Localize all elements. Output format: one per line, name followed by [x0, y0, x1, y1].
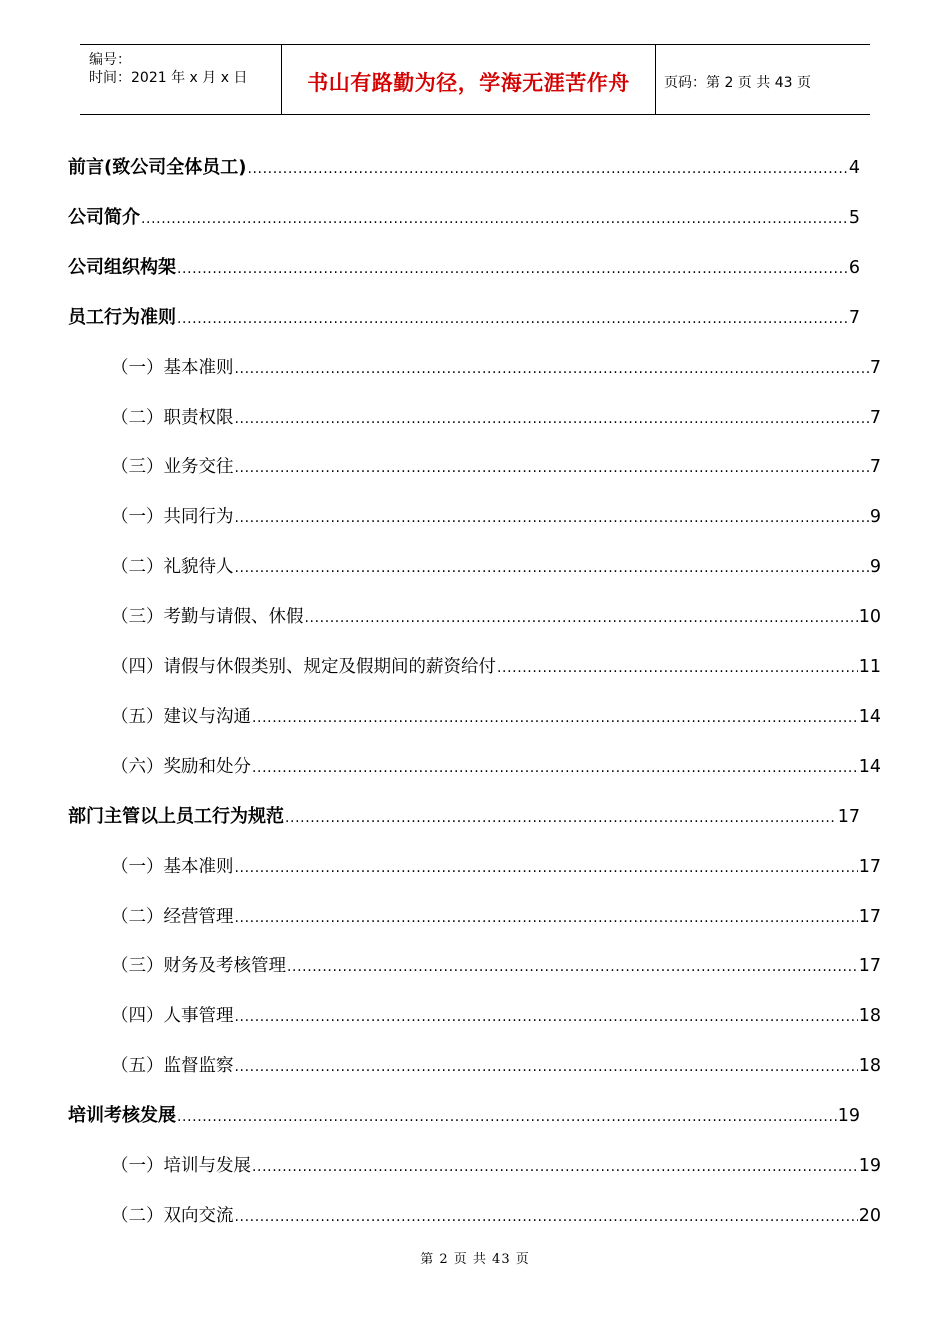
toc-dot-leader: [285, 805, 837, 831]
toc-entry[interactable]: [111, 1153, 881, 1179]
toc-entry[interactable]: [68, 205, 860, 231]
toc-entry-page-number: 7: [869, 358, 881, 378]
toc-entry-page-number: 17: [858, 907, 881, 927]
toc-dot-leader: [305, 605, 858, 631]
toc-dot-leader: [497, 655, 858, 681]
toc-entry-page-number: 19: [837, 1106, 860, 1126]
toc-dot-leader: [235, 356, 869, 382]
toc-dot-leader: [177, 1104, 837, 1130]
toc-entry-title: （一）共同行为: [111, 507, 234, 527]
toc-entry-page-number: 11: [858, 657, 881, 677]
toc-entry-title: （六）奖励和处分: [111, 757, 251, 777]
toc-entry-title: （四）人事管理: [111, 1006, 234, 1026]
toc-entry-title: （五）建议与沟通: [111, 707, 251, 727]
toc-entry-title: （一）基本准则: [111, 358, 234, 378]
toc-entry-title: 员工行为准则: [68, 307, 176, 328]
toc-entry-page-number: 17: [837, 807, 860, 827]
toc-dot-leader: [235, 455, 869, 481]
toc-dot-leader: [247, 156, 847, 182]
toc-dot-leader: [235, 555, 869, 581]
header-motto: 书山有路勤为径，学海无涯苦作舟: [282, 45, 656, 114]
toc-entry-title: （三）财务及考核管理: [111, 956, 286, 976]
toc-entry[interactable]: [111, 1003, 881, 1029]
toc-dot-leader: [235, 855, 858, 881]
toc-entry-page-number: 7: [848, 308, 860, 328]
toc-entry-page-number: 20: [858, 1206, 881, 1226]
toc-dot-leader: [235, 406, 869, 432]
toc-entry[interactable]: [68, 1103, 860, 1129]
page-footer: 第 2 页 共 43 页: [420, 1252, 530, 1267]
toc-entry-page-number: 7: [869, 408, 881, 428]
toc-entry-title: （五）监督监察: [111, 1056, 234, 1076]
toc-dot-leader: [235, 905, 858, 931]
toc-dot-leader: [177, 306, 848, 332]
toc-entry-title: （一）基本准则: [111, 857, 234, 877]
toc-entry[interactable]: [68, 804, 860, 830]
toc-entry[interactable]: [111, 454, 881, 480]
toc-entry[interactable]: [68, 305, 860, 331]
toc-entry-title: （二）经营管理: [111, 907, 234, 927]
toc-entry-title: （二）职责权限: [111, 408, 234, 428]
toc-entry-title: （三）考勤与请假、休假: [111, 607, 304, 627]
toc-entry[interactable]: [111, 405, 881, 431]
toc-entry[interactable]: [111, 654, 881, 680]
toc-entry[interactable]: [111, 355, 881, 381]
toc-entry-page-number: 5: [848, 208, 860, 228]
toc-entry[interactable]: [111, 953, 881, 979]
toc-entry[interactable]: [111, 754, 881, 780]
toc-entry-page-number: 9: [869, 507, 881, 527]
toc-entry-title: （二）双向交流: [111, 1206, 234, 1226]
toc-dot-leader: [235, 1004, 858, 1030]
toc-entry-title: 培训考核发展: [68, 1105, 176, 1126]
toc-entry[interactable]: [111, 1203, 881, 1229]
toc-entry-page-number: 10: [858, 607, 881, 627]
toc-entry[interactable]: [111, 554, 881, 580]
toc-entry-page-number: 18: [858, 1006, 881, 1026]
toc-entry[interactable]: [68, 255, 860, 281]
toc-entry-title: （四）请假与休假类别、规定及假期间的薪资给付: [111, 657, 496, 677]
toc-entry-page-number: 17: [858, 857, 881, 877]
toc-entry-page-number: 19: [858, 1156, 881, 1176]
toc-entry-page-number: 9: [869, 557, 881, 577]
toc-dot-leader: [252, 705, 858, 731]
toc-entry-title: （三）业务交往: [111, 457, 234, 477]
toc-entry[interactable]: [111, 854, 881, 880]
toc-entry[interactable]: [111, 904, 881, 930]
toc-entry-page-number: 17: [858, 956, 881, 976]
toc-entry-page-number: 6: [848, 258, 860, 278]
toc-entry[interactable]: [68, 155, 860, 181]
toc-entry-title: 前言(致公司全体员工): [68, 157, 247, 178]
toc-entry-page-number: 18: [858, 1056, 881, 1076]
toc-entry-page-number: 7: [869, 457, 881, 477]
toc-dot-leader: [252, 755, 858, 781]
toc-entry[interactable]: [111, 504, 881, 530]
toc-dot-leader: [287, 954, 858, 980]
toc-entry-page-number: 14: [858, 707, 881, 727]
toc-entry-title: （一）培训与发展: [111, 1156, 251, 1176]
toc-entry-title: 公司组织构架: [68, 257, 176, 278]
toc-entry-title: 部门主管以上员工行为规范: [68, 806, 284, 827]
toc-entry[interactable]: [111, 604, 881, 630]
toc-entry-title: 公司简介: [68, 207, 140, 228]
document-time-label: 时间：2021 年 x 月 x 日: [89, 70, 248, 86]
toc-entry-page-number: 4: [848, 158, 860, 178]
toc-dot-leader: [177, 256, 848, 282]
toc-entry[interactable]: [111, 1053, 881, 1079]
document-number-label: 编号：: [89, 52, 131, 68]
toc-entry[interactable]: [111, 704, 881, 730]
toc-entry-title: （二）礼貌待人: [111, 557, 234, 577]
header-page-info: 页码：第 2 页 共 43 页: [664, 74, 811, 91]
toc-dot-leader: [235, 1204, 858, 1230]
toc-dot-leader: [235, 1054, 858, 1080]
toc-dot-leader: [141, 206, 848, 232]
toc-dot-leader: [235, 505, 869, 531]
toc-entry-page-number: 14: [858, 757, 881, 777]
toc-dot-leader: [252, 1154, 858, 1180]
